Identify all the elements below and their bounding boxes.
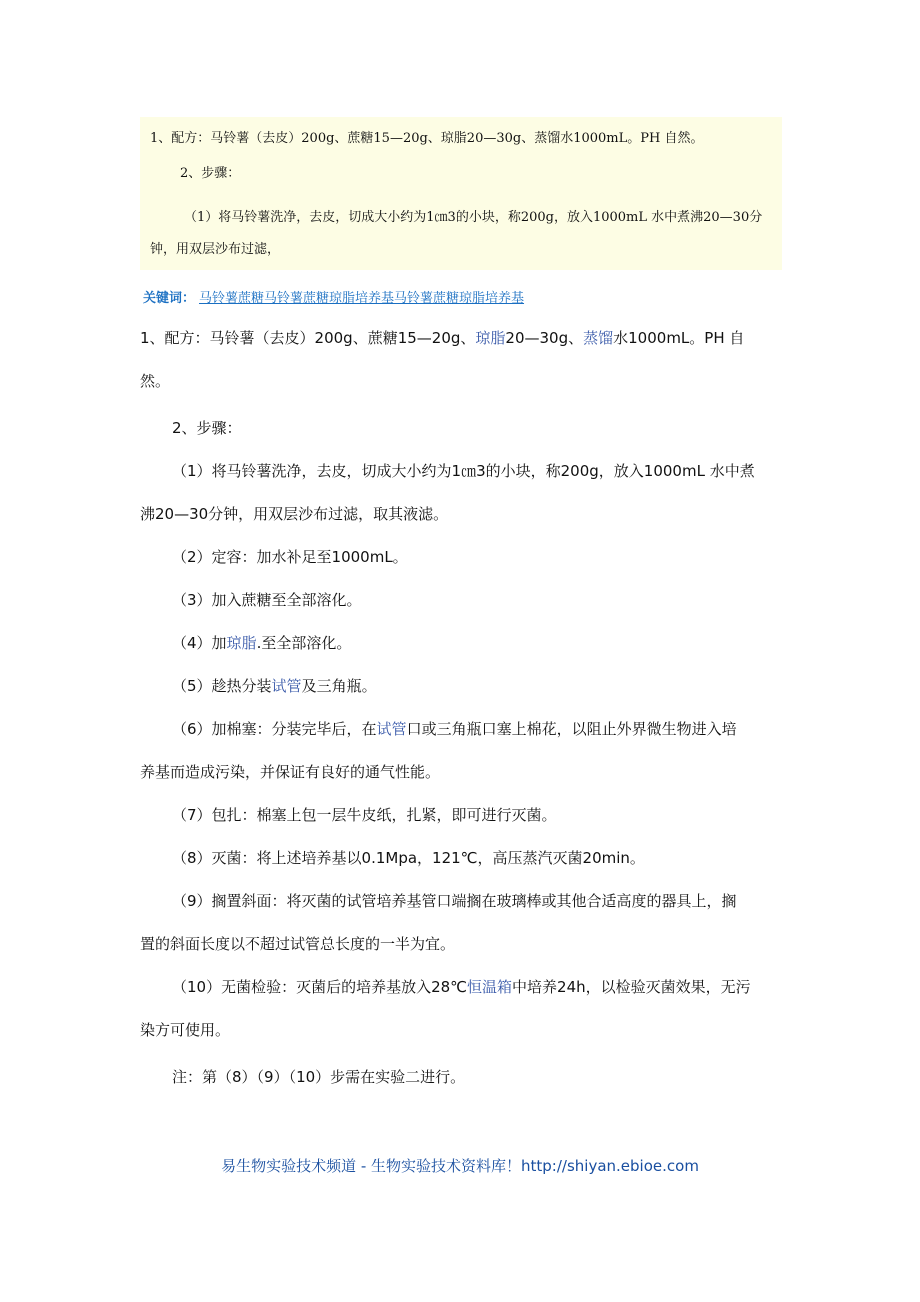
text-span: 20—30g、 [505,329,584,347]
paragraph-formula [140,326,782,350]
step-7: （7）包扎：棉塞上包一层牛皮纸，扎紧，即可进行灭菌。 [172,806,557,824]
step-6-line-1 [172,717,782,741]
step-10-line-1 [172,975,782,999]
step-1-line-1: （1）将马铃薯洗净，去皮，切成大小约为1㎝3的小块，称200g，放入1000mL 水中煮 [172,462,755,480]
paragraph-steps-title: 2、步骤： [172,419,242,437]
summary-line-1: 1、配方：马铃薯（去皮）200g、蔗糖15—20g、琼脂20—30g、蒸馏水1000mL。PH 自然。 [150,131,704,146]
summary-line-2: 2、步骤： [180,166,241,181]
step-8: （8）灭菌：将上述培养基以0.1Mpa，121℃，高压蒸汽灭菌20min。 [172,849,645,867]
summary-box [140,117,782,270]
paragraph-formula-cont: 然。 [140,372,171,390]
text-span: 口或三角瓶口塞上棉花，以阻止外界微生物进入培 [406,720,737,738]
keywords-label: 关键词： [143,291,196,306]
footer-link[interactable]: 易生物实验技术频道 - 生物实验技术资料库！http://shiyan.ebioe.com [221,1157,699,1175]
text-span: （10）无菌检验：灭菌后的培养基放入28℃ [172,978,468,996]
step-9-line-2: 置的斜面长度以不超过试管总长度的一半为宜。 [140,935,456,953]
step-1-line-2: 沸20—30分钟，用双层沙布过滤，取其液滤。 [140,505,449,523]
keywords-link[interactable]: 马铃薯蔗糖马铃薯蔗糖琼脂培养基马铃薯蔗糖琼脂培养基 [199,291,525,306]
text-span: （6）加棉塞：分装完毕后，在 [172,720,377,738]
text-span: .至全部溶化。 [256,634,352,652]
summary-line-3: （1）将马铃薯洗净，去皮，切成大小约为1㎝3的小块，称200g，放入1000mL 水中煮沸20—30分 [184,210,763,225]
link-agar[interactable]: 琼脂 [475,329,506,347]
text-span: 中培养24h，以检验灭菌效果，无污 [512,978,751,996]
link-agar-2[interactable]: 琼脂 [226,634,257,652]
step-9-line-1: （9）搁置斜面：将灭菌的试管培养基管口端搁在玻璃棒或其他合适高度的器具上，搁 [172,892,737,910]
link-distilled[interactable]: 蒸馏 [583,329,614,347]
text-span: 水1000mL。PH 自 [613,329,745,347]
step-2: （2）定容：加水补足至1000mL。 [172,548,408,566]
step-4 [172,631,814,655]
link-incubator[interactable]: 恒温箱 [467,978,513,996]
step-10-line-2: 染方可使用。 [140,1021,231,1039]
keywords-row [143,287,524,306]
link-test-tube-2[interactable]: 试管 [376,720,407,738]
step-3: （3）加入蔗糖至全部溶化。 [172,591,362,609]
summary-line-4: 钟，用双层沙布过滤， [150,242,281,257]
note: 注：第（8）（9）（10）步需在实验二进行。 [172,1068,466,1086]
text-span: （4）加 [172,634,227,652]
text-span: 1、配方：马铃薯（去皮）200g、蔗糖15—20g、 [140,329,476,347]
text-span: （5）趁热分装 [172,677,272,695]
step-5 [172,674,814,698]
step-6-line-2: 养基而造成污染，并保证有良好的通气性能。 [140,763,441,781]
link-test-tube[interactable]: 试管 [271,677,302,695]
text-span: 及三角瓶。 [301,677,377,695]
